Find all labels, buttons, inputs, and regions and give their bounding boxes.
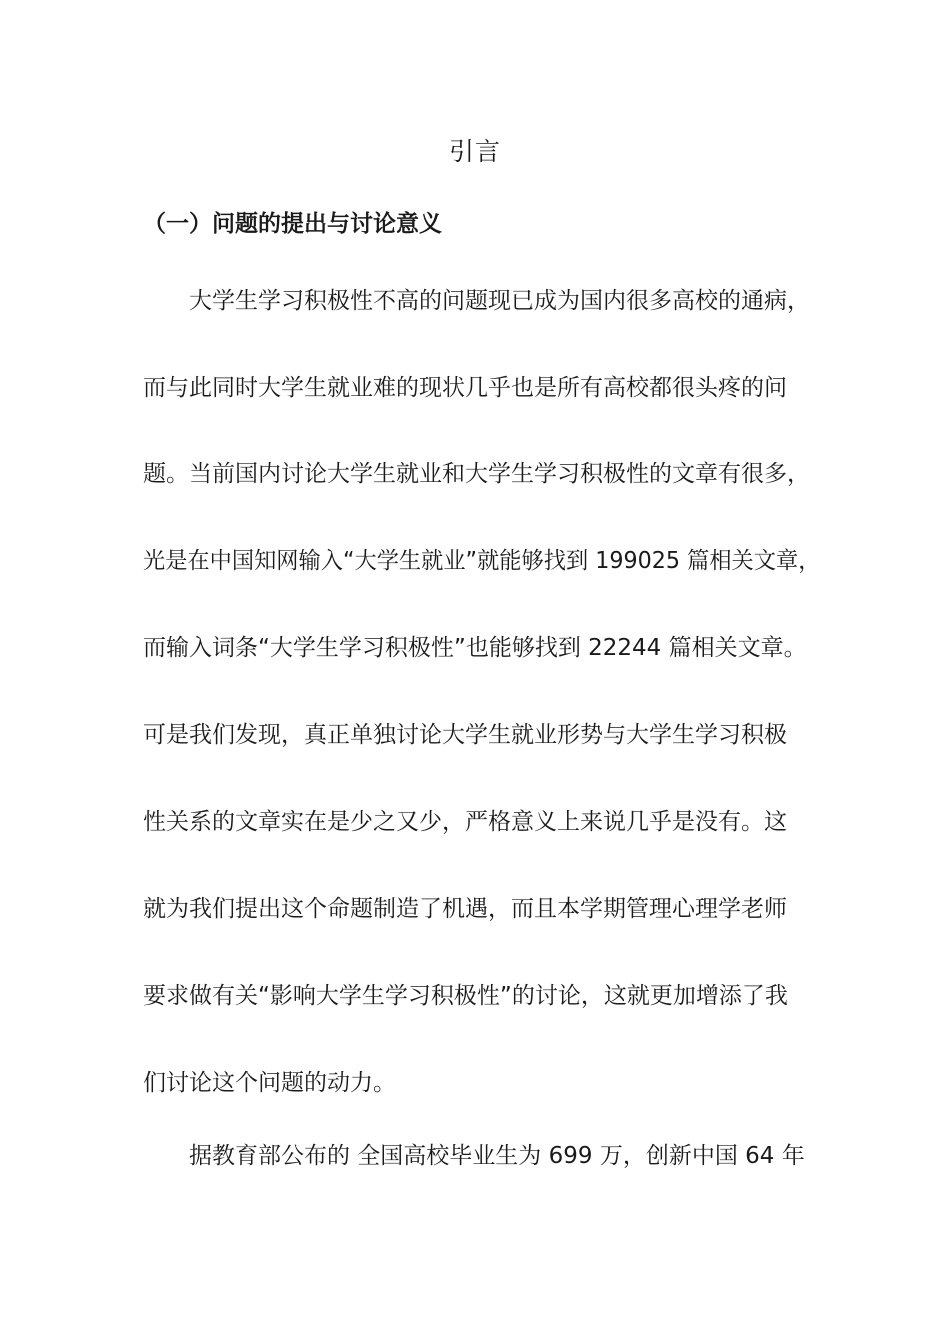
paragraph-line: 大学生学习积极性不高的问题现已成为国内很多高校的通病， xyxy=(189,288,810,314)
paragraph-line: 而与此同时大学生就业难的现状几乎也是所有高校都很头疼的问 xyxy=(143,375,787,401)
paragraph-line: 可是我们发现，真正单独讨论大学生就业形势与大学生学习积极 xyxy=(143,722,787,748)
paragraph-line: 题。当前国内讨论大学生就业和大学生学习积极性的文章有很多， xyxy=(143,461,810,487)
paragraph-line: 光是在中国知网输入“大学生就业”就能够找到 199025 篇相关文章， xyxy=(143,548,821,574)
document-title: 引言 xyxy=(448,137,501,166)
paragraph-line: 们讨论这个问题的动力。 xyxy=(143,1070,396,1096)
paragraph-line: 而输入词条“大学生学习积极性”也能够找到 22244 篇相关文章。 xyxy=(143,635,807,661)
paragraph-line: 就为我们提出这个命题制造了机遇，而且本学期管理心理学老师 xyxy=(143,896,787,922)
section-heading: （一）问题的提出与讨论意义 xyxy=(143,211,442,237)
paragraph-line: 据教育部公布的 全国高校毕业生为 699 万，创新中国 64 年 xyxy=(189,1143,805,1169)
paragraph-line: 要求做有关“影响大学生学习积极性”的讨论，这就更加增添了我 xyxy=(143,983,788,1009)
paragraph-line: 性关系的文章实在是少之又少，严格意义上来说几乎是没有。这 xyxy=(143,809,787,835)
